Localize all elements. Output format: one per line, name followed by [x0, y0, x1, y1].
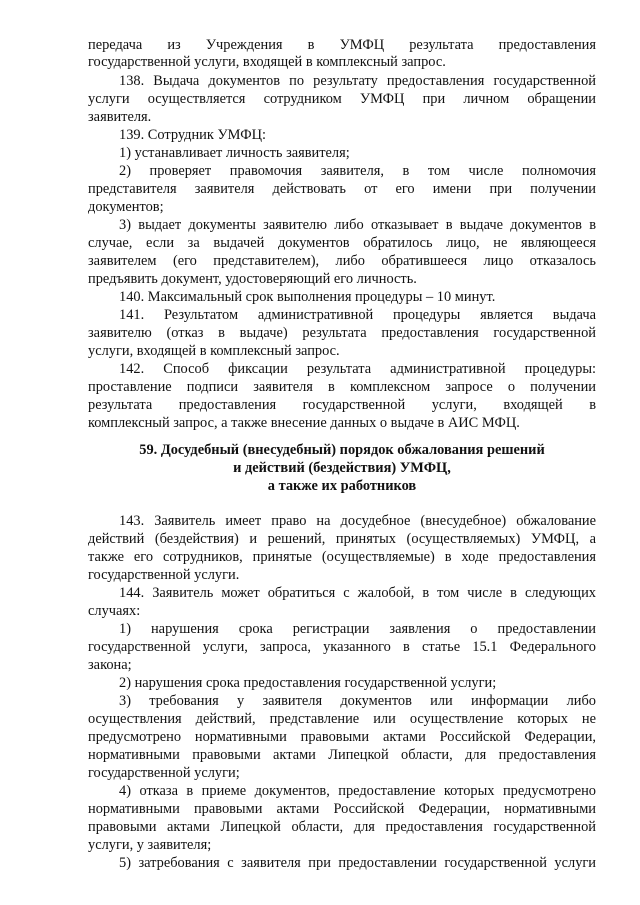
text-line: предусмотрено нормативными правовыми актами Российской Федерации,: [88, 729, 596, 745]
text-line: осуществления действий, представление или осуществление которых не: [88, 711, 596, 727]
text-line: 1) устанавливает личность заявителя;: [119, 145, 350, 161]
text-line: закона;: [88, 657, 132, 673]
text-line: предъявить документ, удостоверяющий его личность.: [88, 271, 417, 287]
text-line: нормативными правовыми актами Российской Федерации, нормативными: [88, 801, 596, 817]
text-line: услуги, у заявителя;: [88, 837, 212, 853]
text-line: также его сотрудников, принятые (осуществляемые) в ходе предоставления: [88, 549, 596, 565]
text-line: комплексный запрос, а также внесение данных о выдаче в АИС МФЦ.: [88, 415, 520, 431]
text-line: услуги осуществляется сотрудником УМФЦ при личном обращении: [88, 91, 596, 107]
text-line: 139. Сотрудник УМФЦ:: [119, 127, 267, 143]
text-line: 2) проверяет правомочия заявителя, в том числе полномочия: [119, 163, 596, 179]
text-line: государственной услуги;: [88, 765, 240, 781]
text-line: 3) выдает документы заявителю либо отказывает в выдаче документов в: [119, 217, 596, 233]
text-line: действий (бездействия) и решений, принятых (осуществляемых) УМФЦ, а: [88, 531, 596, 547]
text-line: результата предоставления государственной услуги, входящей в: [88, 397, 596, 413]
text-line: случае, если за выдачей документов обратилось лицо, не являющееся: [88, 235, 596, 251]
text-line: нормативными правовыми актами Липецкой области, для предоставления: [88, 747, 596, 763]
text-line: 2) нарушения срока предоставления государственной услуги;: [119, 675, 497, 691]
text-line: государственной услуги, запроса, указанного в статье 15.1 Федерального: [88, 639, 596, 655]
text-line: услуги, входящей в комплексный запрос.: [88, 343, 340, 359]
text-line: документов;: [88, 199, 164, 215]
text-line: 5) затребования с заявителя при предоставлении государственной услуги: [119, 855, 596, 871]
text-line: заявителем (его представителем), либо обратившееся лицо отказалось: [88, 253, 596, 269]
text-line: 3) требования у заявителя документов или информации либо: [119, 693, 596, 709]
text-line: правовыми актами Липецкой области, для предоставления государственной: [88, 819, 596, 835]
text-line: заявителю (отказ в выдаче) результата предоставления государственной: [88, 325, 596, 341]
text-line: проставление подписи заявителя в комплексном запросе о получении: [88, 379, 596, 395]
text-line: 144. Заявитель может обратиться с жалобой, в том числе в следующих: [119, 585, 596, 601]
text-line: государственной услуги.: [88, 567, 240, 583]
text-line: 1) нарушения срока регистрации заявления о предоставлении: [119, 621, 596, 637]
text-line: случаях:: [88, 603, 141, 619]
text-line: 142. Способ фиксации результата административной процедуры:: [119, 361, 596, 377]
text-line: 140. Максимальный срок выполнения процедуры – 10 минут.: [119, 289, 496, 305]
text-line: представителя заявителя действовать от его имени при получении: [88, 181, 596, 197]
text-line: 141. Результатом административной процедуры является выдача: [119, 307, 596, 323]
text-line: 143. Заявитель имеет право на досудебное (внесудебное) обжалование: [119, 513, 596, 529]
section-heading-line: а также их работников: [267, 478, 417, 494]
text-line: государственной услуги, входящей в комплексный запрос.: [88, 54, 446, 70]
text-line: 138. Выдача документов по результату предоставления государственной: [119, 73, 596, 89]
section-heading-line: и действий (бездействия) УМФЦ,: [233, 460, 451, 476]
text-line: 4) отказа в приеме документов, предоставление которых предусмотрено: [119, 783, 596, 799]
text-line: передача из Учреждения в УМФЦ результата предоставления: [88, 37, 596, 53]
text-line: заявителя.: [88, 109, 152, 125]
section-heading-line: 59. Досудебный (внесудебный) порядок обжалования решений: [139, 442, 545, 458]
